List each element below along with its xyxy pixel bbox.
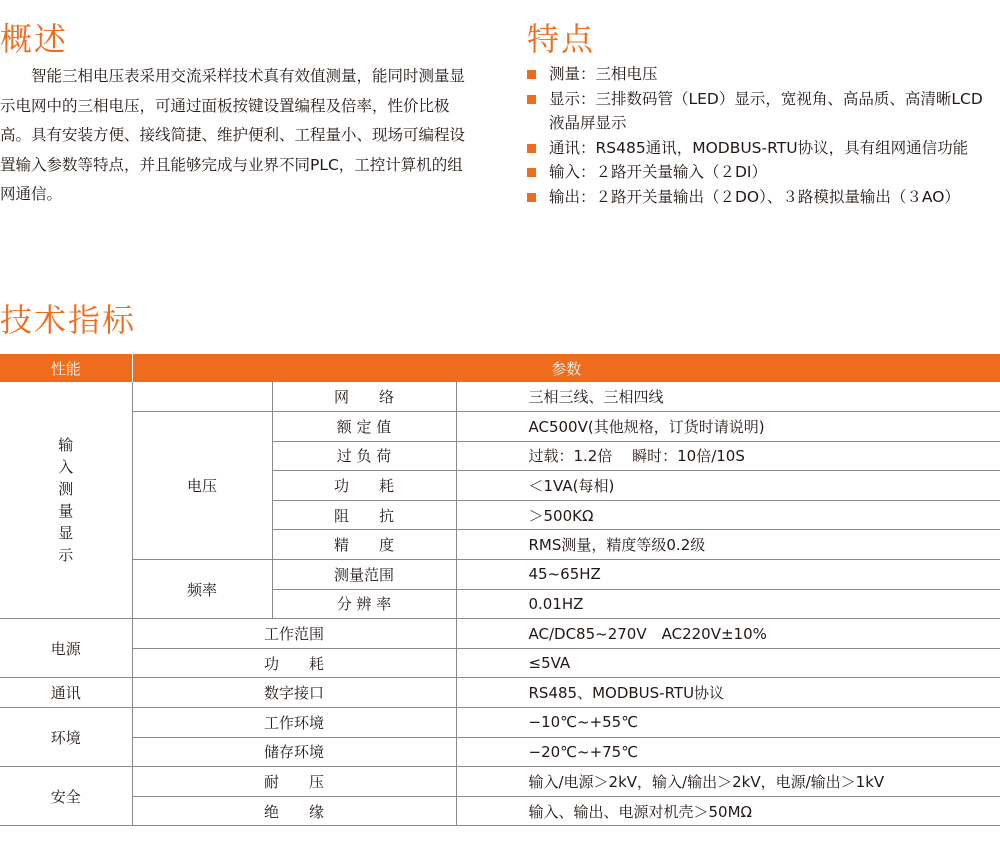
safety-label: 安全 <box>0 767 132 826</box>
spec-label: 功 耗 <box>132 648 456 678</box>
spec-label: 测量范围 <box>272 560 456 590</box>
power-label: 电源 <box>0 619 132 678</box>
spec-label: 数字接口 <box>132 678 456 708</box>
feature-item: 测量：三相电压 <box>527 62 997 87</box>
spec-value: RMS测量，精度等级0.2级 <box>456 530 1000 560</box>
table-row <box>0 382 1000 412</box>
feature-item: 显示：三排数码管（LED）显示，宽视角、高品质、高清晰LCD液晶屏显示 <box>527 87 997 136</box>
spec-header-row <box>0 354 1000 382</box>
spec-value: 输入、输出、电源对机壳＞50MΩ <box>456 796 1000 826</box>
spec-value: AC/DC85~270V AC220V±10% <box>456 619 1000 649</box>
table-row <box>0 708 1000 738</box>
input-group-label: 输 入 测 量 显 示 <box>0 382 132 619</box>
features-list <box>527 62 997 209</box>
spec-label: 阻 抗 <box>272 500 456 530</box>
spec-label: 工作环境 <box>132 708 456 738</box>
environment-label: 环境 <box>0 708 132 767</box>
spec-table <box>0 354 1000 826</box>
header-performance: 性能 <box>0 354 132 382</box>
spec-label: 储存环境 <box>132 737 456 767</box>
table-row <box>0 619 1000 649</box>
spec-value: −10℃~+55℃ <box>456 708 1000 738</box>
table-row <box>0 678 1000 708</box>
spec-label: 额 定 值 <box>272 412 456 442</box>
spec-value: ≤5VA <box>456 648 1000 678</box>
spec-value: 过载：1.2倍 瞬时：10倍/10S <box>456 441 1000 471</box>
spec-value: 输入/电源＞2kV，输入/输出＞2kV，电源/输出＞1kV <box>456 767 1000 797</box>
spec-label: 功 耗 <box>272 471 456 501</box>
specs-title: 技术指标 <box>0 301 137 339</box>
table-row <box>0 767 1000 797</box>
spec-label: 精 度 <box>272 530 456 560</box>
header-params: 参数 <box>132 354 1000 382</box>
spec-label: 网 络 <box>272 382 456 412</box>
table-row <box>0 412 1000 442</box>
feature-item: 输入：２路开关量输入（２DI） <box>527 160 997 185</box>
spec-label: 工作范围 <box>132 619 456 649</box>
spec-value: 0.01HZ <box>456 589 1000 619</box>
spec-value: AC500V(其他规格，订货时请说明) <box>456 412 1000 442</box>
spec-value: ＜1VA(每相) <box>456 471 1000 501</box>
spec-label: 耐 压 <box>132 767 456 797</box>
features-title: 特点 <box>527 20 596 58</box>
table-row <box>0 796 1000 826</box>
comm-label: 通讯 <box>0 678 132 708</box>
spec-value: −20℃~+75℃ <box>456 737 1000 767</box>
spec-label: 绝 缘 <box>132 796 456 826</box>
spec-value: RS485、MODBUS-RTU协议 <box>456 678 1000 708</box>
table-row <box>0 648 1000 678</box>
spec-value: ＞500KΩ <box>456 500 1000 530</box>
voltage-label: 电压 <box>132 412 272 560</box>
overview-title: 概述 <box>0 20 69 58</box>
overview-text: 智能三相电压表采用交流采样技术真有效值测量，能同时测量显示电网中的三相电压，可通过面板按键设置编程及倍率，性价比极高。具有安装方便、接线简捷、维护便利、工程量小、现场可编程设置输入参数等特点，并且能够完成与业界不同PLC，工控计算机的组网通信。 <box>0 67 466 203</box>
spec-label: 过 负 荷 <box>272 441 456 471</box>
feature-item: 输出：２路开关量输出（２DO）、３路模拟量输出（３AO） <box>527 185 997 210</box>
spec-value: 三相三线、三相四线 <box>456 382 1000 412</box>
frequency-label: 频率 <box>132 560 272 619</box>
table-row <box>0 737 1000 767</box>
spec-label: 分 辨 率 <box>272 589 456 619</box>
table-row <box>0 560 1000 590</box>
feature-item: 通讯：RS485通讯，MODBUS-RTU协议，具有组网通信功能 <box>527 136 997 161</box>
spec-value: 45~65HZ <box>456 560 1000 590</box>
